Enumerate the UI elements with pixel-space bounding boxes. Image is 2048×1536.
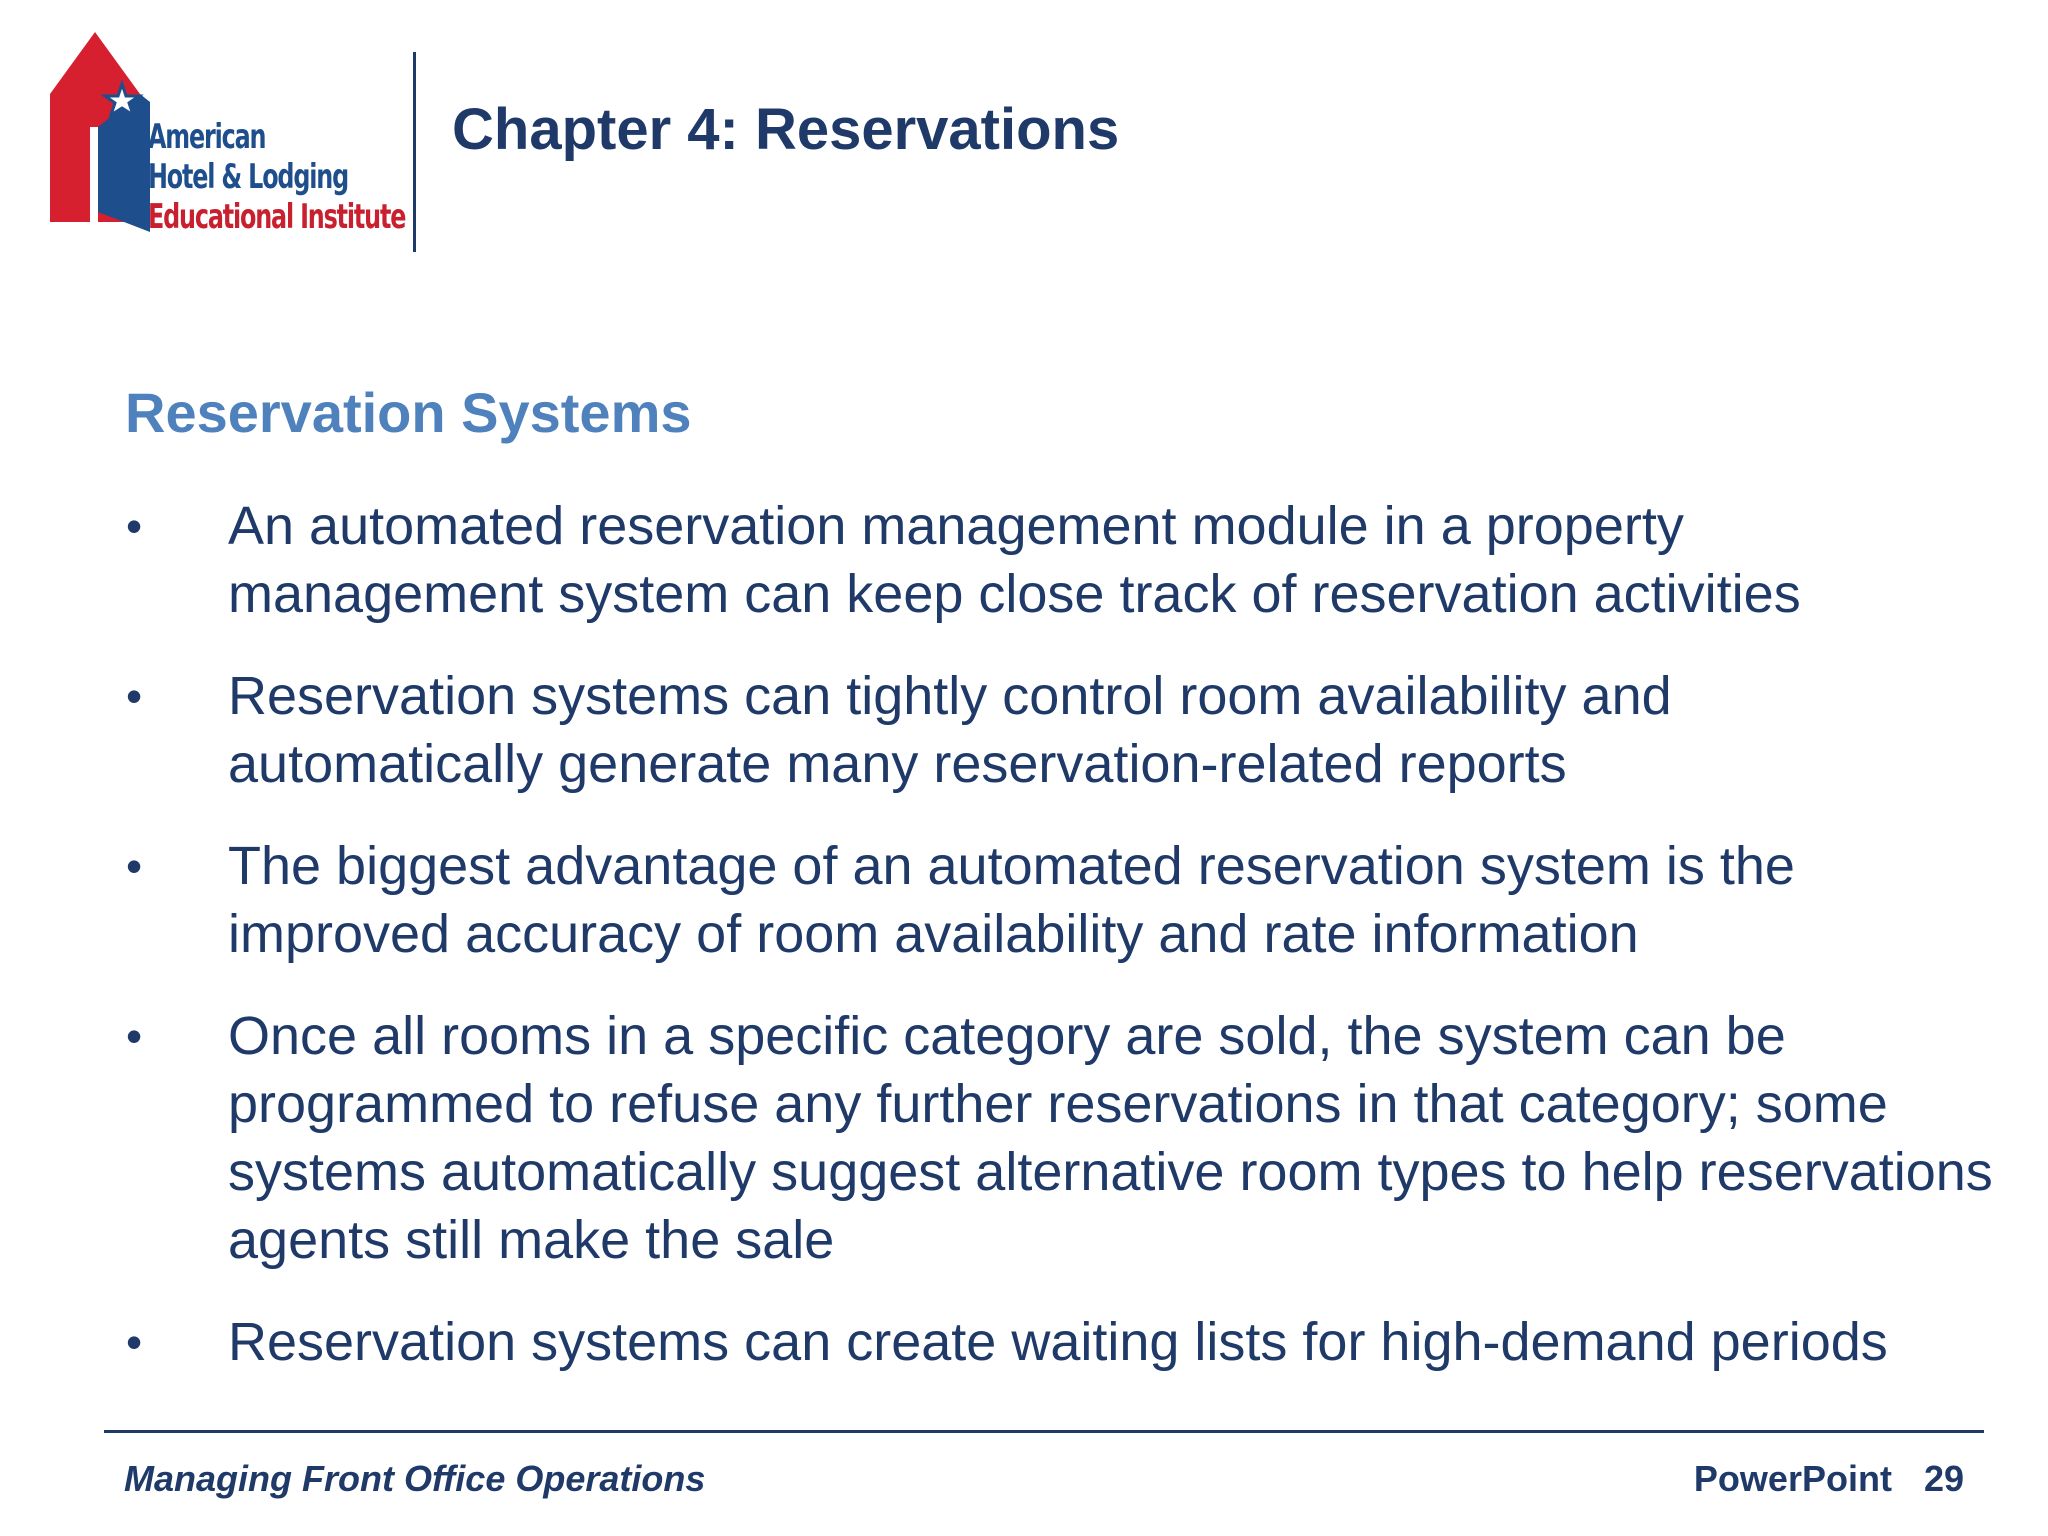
footer-right: [1694, 1458, 1964, 1500]
footer-rule: [104, 1430, 1984, 1433]
bullet-dot-icon: •: [126, 1010, 143, 1062]
bullet-text: The biggest advantage of an automated reservation system is the improved accuracy of room availability and rate information: [228, 836, 1795, 964]
bullet-item: [120, 832, 2000, 968]
bullet-list: [120, 492, 2000, 1410]
section-heading: Reservation Systems: [125, 381, 692, 444]
bullet-text: Reservation systems can tightly control room availability and automatically generate many reservation-related reports: [228, 666, 1672, 794]
bullet-item: [120, 662, 2000, 798]
bullet-text: An automated reservation management module in a property management system can keep close track of reservation activities: [228, 496, 1801, 624]
bullet-item: [120, 1002, 2000, 1274]
title-divider: [413, 52, 416, 252]
chapter-title: Chapter 4: Reservations: [452, 97, 1120, 162]
bullet-dot-icon: •: [126, 840, 143, 892]
footer-app-label: PowerPoint: [1693, 1458, 1892, 1499]
bullet-text: Reservation systems can create waiting lists for high-demand periods: [228, 1312, 1888, 1372]
footer-course-title: Managing Front Office Operations: [124, 1458, 706, 1499]
logo-wordmark: American Hotel & Lodging Educational Institute: [148, 117, 406, 237]
bullet-text: Once all rooms in a specific category are sold, the system can be programmed to refuse any further reservations in that category; some systems automatically suggest alternative room types to help reservations agents still make the sale: [228, 1006, 1993, 1270]
bullet-item: [120, 1308, 2000, 1376]
bullet-dot-icon: •: [126, 670, 143, 722]
bullet-item: [120, 492, 2000, 628]
page-number: 29: [1923, 1458, 1964, 1499]
bullet-dot-icon: •: [126, 500, 143, 552]
ahlei-logo: [50, 32, 406, 252]
bullet-dot-icon: •: [126, 1316, 143, 1368]
